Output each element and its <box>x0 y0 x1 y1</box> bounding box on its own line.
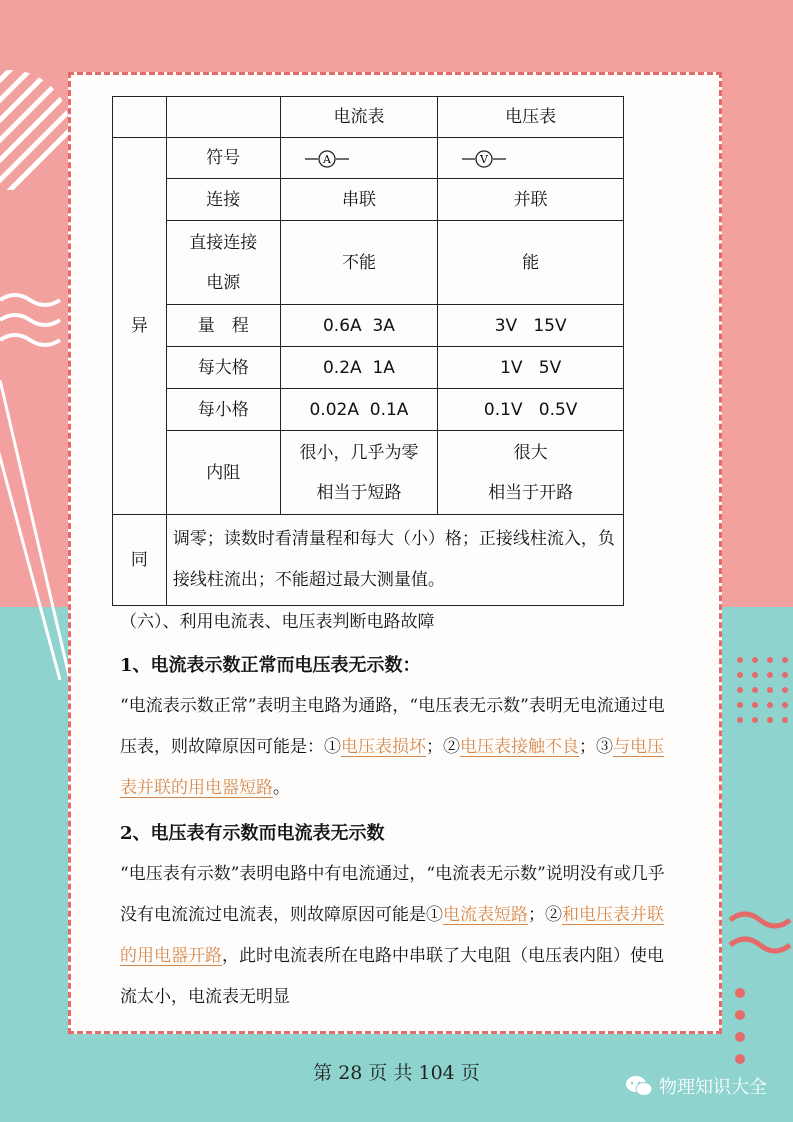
table-cell <box>113 97 167 138</box>
table-row <box>113 347 624 389</box>
row-label: 内阻 <box>166 431 280 515</box>
voltmeter-value: 并联 <box>438 179 624 221</box>
heading-1: 1、电流表示数正常而电压表无示数： <box>120 655 421 676</box>
ammeter-value: 不能 <box>280 221 438 305</box>
heading-2: 2、电压表有示数而电流表无示数 <box>120 823 385 844</box>
table-header-row <box>113 97 624 138</box>
table-row <box>113 138 624 179</box>
text: ；② <box>426 737 460 757</box>
voltmeter-value: 0.1V 0.5V <box>438 389 624 431</box>
table-row <box>113 305 624 347</box>
same-label: 同 <box>113 515 167 606</box>
highlight-text: 与电压表并联的用电器短路 <box>120 737 664 798</box>
section-title: （六）、利用电流表、电压表判断电路故障 <box>120 612 435 632</box>
row-label: 连接 <box>166 179 280 221</box>
table-row <box>113 389 624 431</box>
row-label: 每小格 <box>166 389 280 431</box>
voltmeter-value: 1V 5V <box>438 347 624 389</box>
voltmeter-value <box>438 431 624 515</box>
table-cell <box>166 97 280 138</box>
text: ；② <box>528 905 562 925</box>
ammeter-symbol-icon <box>305 149 349 169</box>
row-label-line: 直接连接 <box>189 232 258 253</box>
ammeter-value: 0.2A 1A <box>280 347 438 389</box>
table-row <box>113 179 624 221</box>
meter-comparison-table <box>112 96 624 606</box>
text: 。 <box>273 778 290 798</box>
ammeter-value: 0.02A 0.1A <box>280 389 438 431</box>
voltmeter-symbol-icon <box>462 149 506 169</box>
decor-stripes-circle <box>0 60 70 200</box>
ammeter-value-line: 很小，几乎为零 <box>299 442 419 463</box>
paragraph-1 <box>120 686 680 809</box>
decor-waves-left <box>0 290 70 350</box>
same-text: 调零；读数时看清量程和每大（小）格；正接线柱流入，负接线柱流出；不能超过最大测量值。 <box>166 515 623 606</box>
row-label-line: 电源 <box>206 272 241 293</box>
table-row <box>113 515 624 606</box>
row-label <box>166 221 280 305</box>
column-header-voltmeter: 电压表 <box>438 97 624 138</box>
decor-waves-right <box>725 905 793 975</box>
ammeter-value <box>280 431 438 515</box>
svg-text:V: V <box>480 152 489 166</box>
watermark-text: 物理知识大全 <box>659 1077 767 1098</box>
highlight-text: 和电压表并联的用电器开路 <box>120 905 664 966</box>
row-label: 量 程 <box>166 305 280 347</box>
ammeter-value: 串联 <box>280 179 438 221</box>
voltmeter-symbol <box>438 138 624 179</box>
decor-dots-right <box>730 650 793 900</box>
row-label: 符号 <box>166 138 280 179</box>
watermark <box>625 1073 767 1099</box>
text: “电压表有示数”表明电路中有电流通过，“电流表无示数”说明没有或几乎没有电流流过电流表，则故障原因可能是① <box>120 864 665 925</box>
text: ；③ <box>579 737 613 757</box>
ammeter-symbol <box>280 138 438 179</box>
highlight-text: 电压表损坏 <box>341 737 426 757</box>
voltmeter-value: 能 <box>438 221 624 305</box>
table-row <box>113 431 624 515</box>
diff-label: 异 <box>113 138 167 515</box>
highlight-text: 电流表短路 <box>443 905 528 925</box>
ammeter-value: 0.6A 3A <box>280 305 438 347</box>
decor-lines-left <box>0 380 70 680</box>
svg-text:A: A <box>322 152 331 166</box>
voltmeter-value-line: 很大 <box>513 442 548 463</box>
text: “电流表示数正常”表明主电路为通路，“电压表无示数”表明无电流通过电压表，则故障原因可能是：① <box>120 696 665 757</box>
row-label: 每大格 <box>166 347 280 389</box>
ammeter-value-line: 相当于短路 <box>316 482 402 503</box>
text: ，此时电流表所在电路中串联了大电阻（电压表内阻）使电流太小，电流表无明显 <box>120 946 664 1007</box>
voltmeter-value: 3V 15V <box>438 305 624 347</box>
column-header-ammeter: 电流表 <box>280 97 438 138</box>
page-footer: 第 28 页 共 104 页 <box>313 1062 480 1084</box>
highlight-text: 电压表接触不良 <box>460 737 579 757</box>
paragraph-2 <box>120 854 680 1018</box>
table-row <box>113 221 624 305</box>
wechat-icon <box>625 1075 653 1097</box>
voltmeter-value-line: 相当于开路 <box>488 482 574 503</box>
